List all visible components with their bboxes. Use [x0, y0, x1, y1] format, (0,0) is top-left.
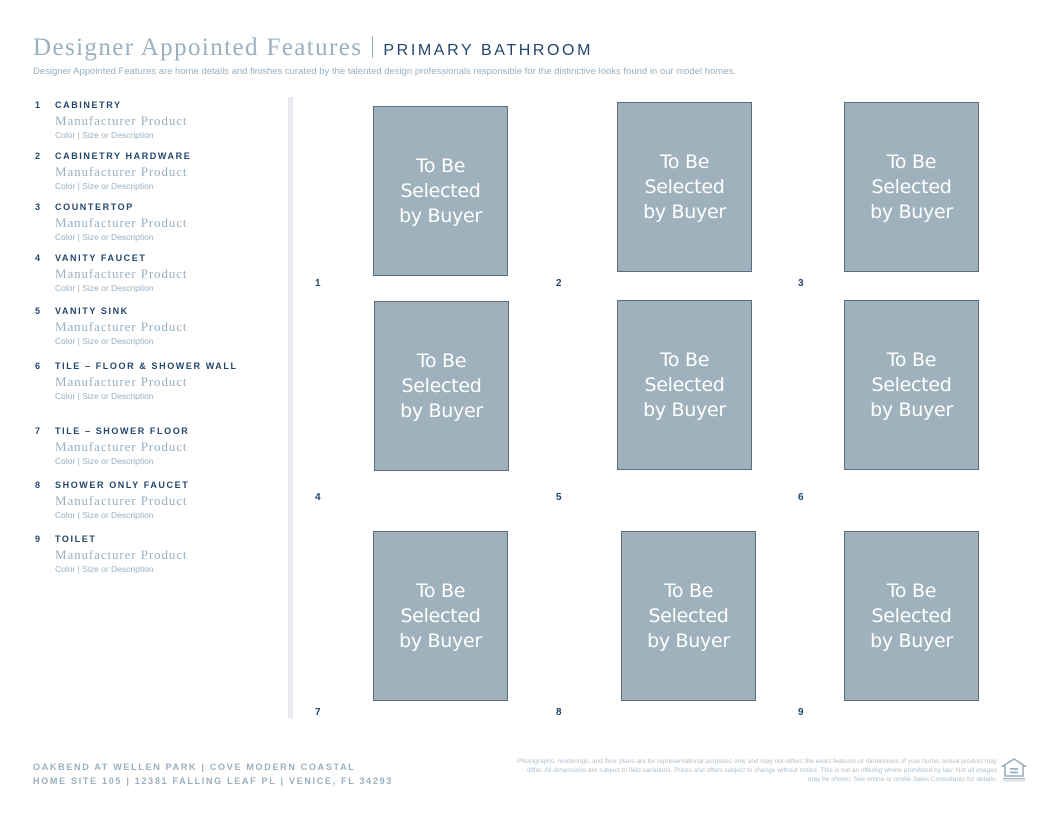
feature-number: 7	[35, 426, 42, 436]
feature-description: Color | Size or Description	[55, 283, 154, 293]
section-title: PRIMARY BATHROOM	[383, 42, 594, 59]
feature-item	[35, 151, 285, 191]
placeholder-image-1	[373, 106, 508, 276]
tile-number: 6	[798, 492, 804, 503]
tile-number: 1	[315, 278, 321, 289]
feature-item	[35, 100, 285, 140]
feature-product: Manufacturer Product	[55, 493, 188, 508]
feature-description: Color | Size or Description	[55, 232, 154, 242]
feature-description: Color | Size or Description	[55, 456, 154, 466]
placeholder-image-6	[844, 300, 979, 470]
feature-name: SHOWER ONLY FAUCET	[55, 480, 190, 490]
placeholder-text: To Be Selected by Buyer	[870, 579, 953, 652]
feature-name: CABINETRY HARDWARE	[55, 151, 192, 161]
tile-number: 8	[556, 707, 562, 718]
feature-name: VANITY FAUCET	[55, 253, 147, 263]
feature-item	[35, 426, 285, 466]
feature-product: Manufacturer Product	[55, 547, 188, 562]
feature-product: Manufacturer Product	[55, 164, 188, 179]
equal-housing-opportunity-icon	[1001, 758, 1027, 782]
feature-product: Manufacturer Product	[55, 113, 188, 128]
feature-name: TILE – FLOOR & SHOWER WALL	[55, 361, 238, 371]
placeholder-text: To Be Selected by Buyer	[870, 150, 953, 223]
placeholder-text: To Be Selected by Buyer	[399, 154, 482, 227]
page-header	[33, 34, 593, 62]
feature-description: Color | Size or Description	[55, 336, 154, 346]
page-subtitle: Designer Appointed Features are home details and finishes curated by the talented design professionals responsible for the distinctive looks found in our model homes.	[33, 66, 736, 77]
placeholder-text: To Be Selected by Buyer	[643, 150, 726, 223]
placeholder-text: To Be Selected by Buyer	[870, 348, 953, 421]
placeholder-image-7	[373, 531, 508, 701]
placeholder-text: To Be Selected by Buyer	[399, 579, 482, 652]
feature-description: Color | Size or Description	[55, 391, 154, 401]
community-line: OAKBEND AT WELLEN PARK | COVE MODERN COASTAL	[33, 762, 356, 772]
feature-number: 3	[35, 202, 42, 212]
feature-number: 8	[35, 480, 42, 490]
tile-number: 9	[798, 707, 804, 718]
placeholder-image-4	[374, 301, 509, 471]
feature-number: 9	[35, 534, 42, 544]
feature-number: 4	[35, 253, 42, 263]
feature-number: 5	[35, 306, 42, 316]
tile-number: 5	[556, 492, 562, 503]
title-divider	[372, 36, 373, 58]
legal-disclaimer: Photographs, renderings, and floor plans are for representational purposes only and may not reflect the exact features or dimensions of your home; actual product may differ. All dimensions are subject to field variations. Prices and offers subject to change without notice. This is not an offering where prohibited by law. Not all images may be shown. See online or onsite Sales Consultants for details.	[517, 758, 997, 783]
feature-description: Color | Size or Description	[55, 510, 154, 520]
placeholder-image-5	[617, 300, 752, 470]
feature-product: Manufacturer Product	[55, 215, 188, 230]
feature-item	[35, 361, 285, 401]
feature-item	[35, 306, 285, 346]
feature-product: Manufacturer Product	[55, 319, 188, 334]
feature-number: 1	[35, 100, 42, 110]
feature-description: Color | Size or Description	[55, 130, 154, 140]
placeholder-image-2	[617, 102, 752, 272]
feature-product: Manufacturer Product	[55, 439, 188, 454]
community-info	[33, 760, 393, 788]
feature-name: TOILET	[55, 534, 97, 544]
tile-number: 4	[315, 492, 321, 503]
feature-description: Color | Size or Description	[55, 181, 154, 191]
home-site-line: HOME SITE 105 | 12381 FALLING LEAF PL | VENICE, FL 34293	[33, 776, 393, 786]
feature-item	[35, 253, 285, 293]
feature-name: CABINETRY	[55, 100, 122, 110]
feature-description: Color | Size or Description	[55, 564, 154, 574]
feature-name: COUNTERTOP	[55, 202, 134, 212]
placeholder-image-8	[621, 531, 756, 701]
feature-item	[35, 480, 285, 520]
page-title: Designer Appointed Features	[33, 34, 363, 61]
tile-number: 2	[556, 278, 562, 289]
placeholder-text: To Be Selected by Buyer	[647, 579, 730, 652]
placeholder-text: To Be Selected by Buyer	[643, 348, 726, 421]
placeholder-image-9	[844, 531, 979, 701]
column-divider	[288, 97, 293, 718]
feature-name: TILE – SHOWER FLOOR	[55, 426, 190, 436]
tile-number: 7	[315, 707, 321, 718]
feature-product: Manufacturer Product	[55, 374, 188, 389]
feature-number: 6	[35, 361, 42, 371]
tile-number: 3	[798, 278, 804, 289]
placeholder-text: To Be Selected by Buyer	[400, 349, 483, 422]
feature-item	[35, 534, 285, 574]
feature-name: VANITY SINK	[55, 306, 129, 316]
feature-item	[35, 202, 285, 242]
feature-number: 2	[35, 151, 42, 161]
placeholder-image-3	[844, 102, 979, 272]
feature-product: Manufacturer Product	[55, 266, 188, 281]
